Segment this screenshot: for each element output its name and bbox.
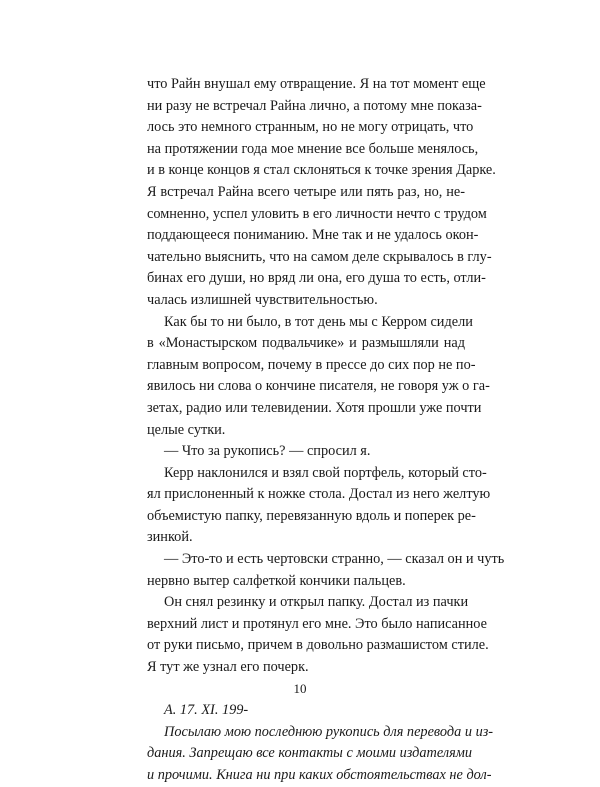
text-line: и в конце концов я стал склоняться к точке зрения Дарке.	[147, 162, 496, 179]
text-line: ял прислоненный к ножке стола. Достал из него желтую	[147, 486, 491, 503]
text-line: объемистую папку, перевязанную вдоль и поперек ре-	[147, 507, 476, 524]
text-line: лось это немного странным, но не могу отрицать, что	[147, 119, 474, 136]
text-line: Посылаю мою последнюю рукопись для перевода и из-	[164, 723, 494, 740]
text-line: что Райн внушал ему отвращение. Я на тот момент еще	[147, 76, 486, 92]
text-line: нервно вытер салфеткой кончики пальцев.	[147, 572, 406, 589]
book-text	[147, 74, 505, 787]
text-line: в «Монастырском подвальчике» и размышляли над	[147, 335, 465, 352]
text-line: — Что за рукопись? — спросил я.	[164, 443, 371, 460]
page-number: 10	[293, 681, 307, 696]
text-line: от руки письмо, причем в довольно размашистом стиле.	[147, 637, 489, 654]
text-line: целые сутки.	[147, 421, 226, 438]
text-line: дания. Запрещаю все контакты с моими издателями	[147, 745, 473, 762]
text-line: верхний лист и протянул его мне. Это было написанное	[147, 615, 487, 632]
text-line: А. 17. XI. 199-	[164, 702, 249, 719]
text-line: явилось ни слова о кончине писателя, не говоря уж о га-	[147, 378, 490, 395]
text-line: ни разу не встречал Райна лично, а потому мне показа-	[147, 97, 482, 114]
text-line: бинах его души, но вряд ли она, его душа то есть, отли-	[147, 270, 486, 287]
text-line: на протяжении года мое мнение все больше менялось,	[147, 140, 479, 157]
text-line: Я тут же узнал его почерк.	[147, 659, 309, 676]
body-paragraphs	[147, 74, 505, 679]
text-line: чательно выяснить, что на самом деле скрывалось в глу-	[147, 248, 492, 265]
text-line: — Это-то и есть чертовски странно, — сказал он и чуть	[164, 551, 505, 568]
text-line: чалась излишней чувствительностью.	[147, 291, 378, 308]
text-line: сомненно, успел уловить в его личности нечто с трудом	[147, 205, 487, 222]
text-line: поддающееся пониманию. Мне так и не удалось окон-	[147, 227, 479, 244]
text-line: Я встречал Райна всего четыре или пять раз, но, не-	[147, 183, 465, 200]
text-line: Керр наклонился и взял свой портфель, который сто-	[164, 464, 487, 481]
text-line: зинкой.	[147, 529, 193, 546]
letter-quote	[147, 700, 494, 786]
text-line: зетах, радио или телевидении. Хотя прошли уже почти	[147, 399, 482, 416]
text-line: Он снял резинку и открыл папку. Достал из пачки	[164, 594, 469, 611]
text-line: главным вопросом, почему в прессе до сих пор не по-	[147, 356, 476, 373]
text-line: Как бы то ни было, в тот день мы с Керром сидели	[164, 313, 473, 330]
text-line: и прочими. Книга ни при каких обстоятельствах не дол-	[147, 767, 492, 783]
